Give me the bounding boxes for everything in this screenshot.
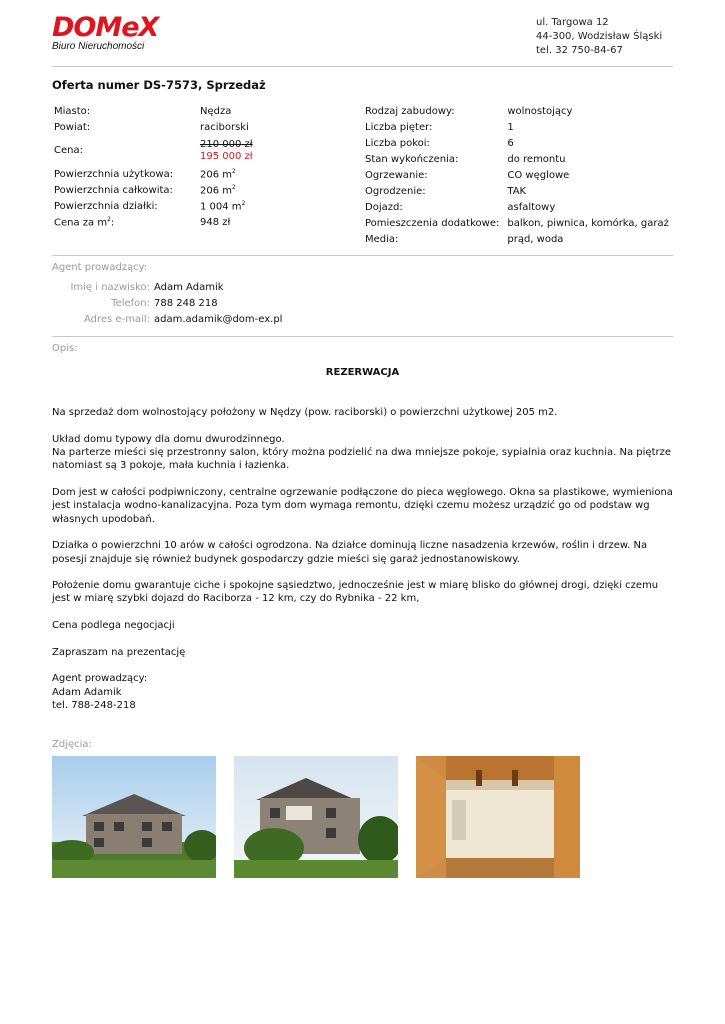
param-row [361, 103, 673, 119]
agent-label: Telefon: [111, 297, 150, 309]
param-label: Miasto: [54, 105, 91, 117]
house-photo-3[interactable] [416, 756, 580, 878]
value-text: 206 m [200, 185, 233, 197]
param-value: 1 [507, 121, 514, 133]
offer-title: Oferta numer DS-7573, Sprzedaż [52, 78, 266, 92]
house-photo-1[interactable] [52, 756, 216, 878]
agent-label: Imię i nazwisko: [70, 281, 150, 293]
new-price: 195 000 zł [200, 150, 253, 162]
description-paragraph [52, 433, 673, 473]
old-price: 210 000 zł [200, 138, 253, 150]
param-label: Pomieszczenia dodatkowe: [365, 217, 500, 229]
company-address [536, 16, 662, 58]
superscript: 2 [232, 167, 236, 175]
param-row [361, 183, 673, 199]
description-line: tel. 788-248-218 [52, 699, 136, 711]
param-row [361, 151, 673, 167]
params-divider [52, 255, 673, 256]
param-row [50, 135, 257, 166]
house-photo-image [52, 756, 216, 878]
description-paragraph: Cena podlega negocjacji [52, 620, 175, 632]
param-label: Ogrzewanie: [365, 169, 428, 181]
param-value: prąd, woda [507, 233, 564, 245]
param-row [361, 215, 673, 231]
agent-label: Adres e-mail: [83, 313, 150, 325]
description-paragraph [52, 672, 673, 712]
param-value [196, 182, 257, 198]
description-paragraph: Działka o powierzchni 10 arów w całości ogrodzona. Na działce dominują liczne nasadzenia krzewów, roślin i drzew. Na posesji znajduje się również budynek gospodarczy gdzie mieści się garaż jednostanowiskowy. [52, 540, 648, 565]
address-city: 44-300, Wodzisław Śląski [536, 31, 663, 42]
param-row [361, 119, 673, 135]
param-value: balkon, piwnica, komórka, garaż [507, 217, 669, 229]
photos-section-label: Zdjęcia: [52, 739, 92, 750]
header-divider [52, 66, 673, 67]
param-label: Media: [365, 233, 399, 245]
description-paragraph: Dom jest w całości podpiwniczony, centralne ogrzewanie podłączone do pieca węglowego. Okna sa plastikowe, wymieniona jest instalacja wodno-kanalizacyjna. Poza tym dom wymaga remontu, dzięki czemu możesz urządzić go od podstaw wg własnych upodobań. [52, 487, 673, 525]
description-paragraph: Położenie domu gwarantuje ciche i spokojne sąsiedztwo, jednocześnie jest w miarę blisko do głównej drogi, dzięki czemu jest w miarę szybki dojazd do Raciborza - 12 km, czy do Rybnika - 22 km, [52, 580, 659, 605]
param-label: Rodzaj zabudowy: [365, 105, 455, 117]
param-row [50, 198, 257, 214]
superscript: 2 [232, 183, 236, 191]
params-left [50, 103, 257, 230]
param-value: 948 zł [200, 216, 231, 228]
description-paragraph: Zapraszam na prezentację [52, 646, 186, 658]
company-phone: tel. 32 750-84-67 [536, 45, 623, 56]
description-section-label: Opis: [52, 343, 78, 354]
param-row [50, 214, 257, 230]
logo-text: DOMeX [52, 12, 159, 43]
superscript: 2 [107, 215, 111, 223]
agent-email: adam.adamik@dom-ex.pl [154, 313, 283, 325]
param-row [361, 199, 673, 215]
house-photo-image [416, 756, 580, 878]
company-logo [52, 14, 158, 53]
value-text: 1 004 m [200, 201, 242, 213]
param-value [196, 198, 257, 214]
param-label: Cena za $m^2$: [54, 215, 115, 229]
param-value: CO węglowe [507, 169, 570, 181]
superscript: 2 [241, 199, 246, 207]
agent-section-label: Agent prowadzący: [52, 262, 148, 273]
param-label: Liczba pokoi: [365, 137, 430, 149]
param-label: Powierzchnia działki: [54, 200, 158, 212]
param-value: do remontu [507, 153, 566, 165]
agent-row [52, 311, 284, 327]
description-line: Na parterze mieści się przestronny salon, który można podzielić na dwa mniejsze pokoje, sypialnia oraz kuchnia. Na piętrze natomiast są 3 pokoje, mała kuchnia i łazienka. [52, 447, 672, 472]
param-value [196, 166, 257, 182]
param-label: Cena: [54, 145, 83, 156]
param-label: Stan wykończenia: [365, 153, 459, 165]
param-label: Powiat: [54, 121, 91, 133]
agent-name: Adam Adamik [154, 281, 224, 293]
description-heading: REZERWACJA [325, 367, 400, 378]
param-row [50, 166, 257, 182]
param-label: Powierzchnia użytkowa: [54, 168, 174, 180]
param-value: Nędza [200, 105, 232, 117]
house-photo-2[interactable] [234, 756, 398, 878]
param-row [50, 119, 257, 135]
param-value: wolnostojący [507, 105, 573, 117]
param-label: Powierzchnia całkowita: [54, 184, 173, 196]
agent-details [52, 279, 284, 327]
description-line: Agent prowadzący: [52, 673, 148, 685]
param-row [50, 182, 257, 198]
param-row [50, 103, 257, 119]
param-label: Ogrodzenie: [365, 185, 426, 197]
label-text: Cena za m [54, 217, 108, 229]
param-value: raciborski [200, 121, 249, 133]
description-line: Adam Adamik [52, 686, 122, 698]
value-text: 206 m [200, 169, 233, 181]
agent-row [52, 279, 284, 295]
param-value: asfaltowy [507, 201, 556, 213]
agent-divider [52, 336, 673, 337]
param-value: 6 [507, 137, 514, 149]
price-cell [196, 135, 257, 166]
params-right [361, 103, 673, 247]
param-row [361, 167, 673, 183]
address-street: ul. Targowa 12 [536, 17, 609, 28]
param-row [361, 231, 673, 247]
logo-subtitle: Biuro Nieruchomości [52, 41, 145, 52]
param-label: Dojazd: [365, 201, 403, 213]
agent-phone: 788 248 218 [154, 297, 218, 309]
description-body [52, 366, 673, 725]
description-paragraph: Na sprzedaż dom wolnostojący położony w Nędzy (pow. raciborski) o powierzchni użytkowej 205 m2. [52, 407, 558, 419]
description-line: Układ domu typowy dla domu dwurodzinnego. [52, 433, 285, 445]
param-row [361, 135, 673, 151]
agent-row [52, 295, 284, 311]
param-label: Liczba pięter: [365, 121, 433, 133]
param-value: TAK [507, 185, 527, 197]
house-photo-image [234, 756, 398, 878]
